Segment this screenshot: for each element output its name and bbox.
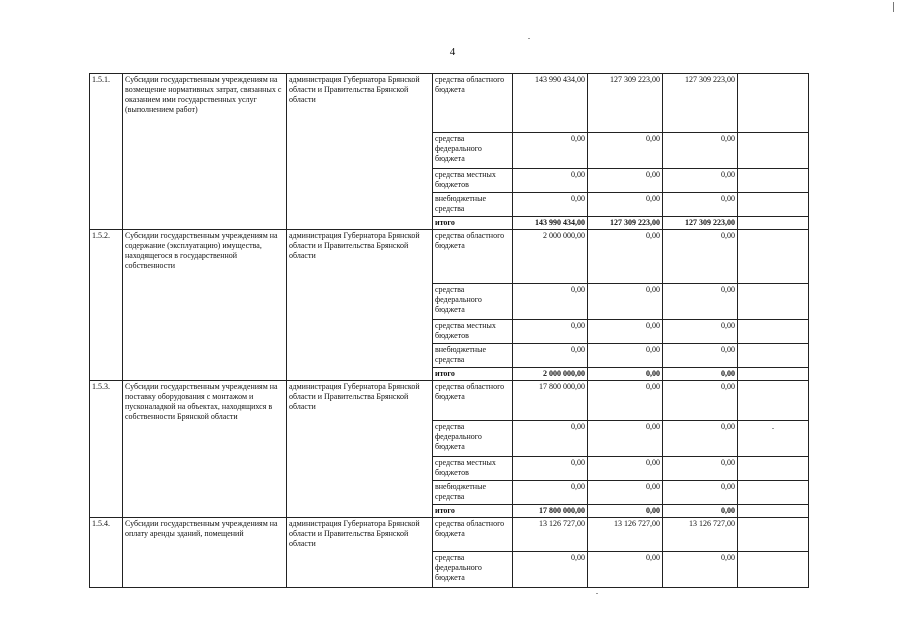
amount-year-2: 127 309 223,00 — [588, 74, 663, 133]
amount-year-1: 0,00 — [513, 169, 588, 193]
amount-year-2: 0,00 — [588, 320, 663, 344]
source-row — [90, 518, 809, 552]
funding-source-label: средства федерального бюджета — [433, 552, 513, 588]
source-row — [90, 381, 809, 421]
amount-year-3: 13 126 727,00 — [663, 518, 738, 552]
empty-cell — [738, 230, 809, 284]
amount-year-3: 0,00 — [663, 368, 738, 381]
amount-year-1: 143 990 434,00 — [513, 217, 588, 230]
amount-year-1: 0,00 — [513, 457, 588, 481]
amount-year-1: 0,00 — [513, 133, 588, 169]
empty-cell — [738, 133, 809, 169]
item-executor: администрация Губернатора Брянской области и Правительства Брянской области — [287, 230, 433, 381]
amount-year-3: 0,00 — [663, 230, 738, 284]
item-name: Субсидии государственным учреждениям на оплату аренды зданий, помещений — [123, 518, 287, 588]
amount-year-3: 127 309 223,00 — [663, 217, 738, 230]
item-name: Субсидии государственным учреждениям на возмещение нормативных затрат, связанных с оказанием ими государственных услуг (выполнением работ) — [123, 74, 287, 230]
amount-year-3: 0,00 — [663, 193, 738, 217]
empty-cell — [738, 368, 809, 381]
amount-year-1: 143 990 434,00 — [513, 74, 588, 133]
amount-year-2: 0,00 — [588, 381, 663, 421]
amount-year-3: 127 309 223,00 — [663, 74, 738, 133]
item-code: 1.5.1. — [90, 74, 123, 230]
funding-source-label: итого — [433, 368, 513, 381]
funding-source-label: итого — [433, 505, 513, 518]
empty-cell — [738, 320, 809, 344]
amount-year-3: 0,00 — [663, 133, 738, 169]
empty-cell — [738, 74, 809, 133]
amount-year-2: 0,00 — [588, 457, 663, 481]
source-row — [90, 230, 809, 284]
amount-year-2: 0,00 — [588, 368, 663, 381]
funding-source-label: внебюджетные средства — [433, 344, 513, 368]
item-name: Субсидии государственным учреждениям на поставку оборудования с монтажом и пусконаладкой на объектах, находящихся в собственности Брянской области — [123, 381, 287, 518]
scan-speck — [596, 593, 598, 594]
empty-cell — [738, 344, 809, 368]
amount-year-1: 0,00 — [513, 344, 588, 368]
funding-source-label: внебюджетные средства — [433, 481, 513, 505]
funding-source-label: средства областного бюджета — [433, 230, 513, 284]
funding-source-label: средства местных бюджетов — [433, 320, 513, 344]
page-number: 4 — [449, 46, 456, 58]
funding-source-label: средства областного бюджета — [433, 381, 513, 421]
amount-year-1: 13 126 727,00 — [513, 518, 588, 552]
amount-year-2: 0,00 — [588, 481, 663, 505]
empty-cell — [738, 193, 809, 217]
amount-year-3: 0,00 — [663, 552, 738, 588]
amount-year-3: 0,00 — [663, 457, 738, 481]
amount-year-2: 0,00 — [588, 552, 663, 588]
amount-year-1: 17 800 000,00 — [513, 505, 588, 518]
empty-cell — [738, 518, 809, 552]
amount-year-3: 0,00 — [663, 169, 738, 193]
amount-year-1: 0,00 — [513, 552, 588, 588]
funding-source-label: средства федерального бюджета — [433, 421, 513, 457]
funding-source-label: средства федерального бюджета — [433, 284, 513, 320]
amount-year-3: 0,00 — [663, 284, 738, 320]
amount-year-1: 17 800 000,00 — [513, 381, 588, 421]
scan-speck — [528, 38, 530, 39]
amount-year-2: 0,00 — [588, 344, 663, 368]
amount-year-2: 0,00 — [588, 505, 663, 518]
amount-year-1: 2 000 000,00 — [513, 368, 588, 381]
funding-source-label: средства местных бюджетов — [433, 169, 513, 193]
amount-year-2: 0,00 — [588, 421, 663, 457]
empty-cell — [738, 505, 809, 518]
funding-source-label: средства областного бюджета — [433, 74, 513, 133]
amount-year-3: 0,00 — [663, 320, 738, 344]
empty-cell — [738, 169, 809, 193]
amount-year-1: 0,00 — [513, 284, 588, 320]
empty-cell — [738, 457, 809, 481]
amount-year-2: 0,00 — [588, 169, 663, 193]
item-executor: администрация Губернатора Брянской области и Правительства Брянской области — [287, 74, 433, 230]
amount-year-2: 0,00 — [588, 230, 663, 284]
amount-year-3: 0,00 — [663, 421, 738, 457]
empty-cell — [738, 552, 809, 588]
budget-table — [89, 73, 809, 588]
amount-year-2: 13 126 727,00 — [588, 518, 663, 552]
funding-source-label: средства местных бюджетов — [433, 457, 513, 481]
amount-year-1: 0,00 — [513, 320, 588, 344]
amount-year-2: 0,00 — [588, 133, 663, 169]
item-code: 1.5.2. — [90, 230, 123, 381]
amount-year-2: 0,00 — [588, 284, 663, 320]
item-executor: администрация Губернатора Брянской области и Правительства Брянской области — [287, 381, 433, 518]
amount-year-1: 0,00 — [513, 421, 588, 457]
budget-table-body — [90, 74, 809, 588]
amount-year-2: 0,00 — [588, 193, 663, 217]
amount-year-1: 0,00 — [513, 481, 588, 505]
source-row — [90, 74, 809, 133]
item-executor: администрация Губернатора Брянской области и Правительства Брянской области — [287, 518, 433, 588]
funding-source-label: средства федерального бюджета — [433, 133, 513, 169]
empty-cell — [738, 284, 809, 320]
empty-cell — [738, 217, 809, 230]
amount-year-3: 0,00 — [663, 381, 738, 421]
amount-year-3: 0,00 — [663, 344, 738, 368]
funding-source-label: средства областного бюджета — [433, 518, 513, 552]
scan-edge-mark — [893, 2, 894, 12]
empty-cell — [738, 381, 809, 421]
item-code: 1.5.3. — [90, 381, 123, 518]
empty-cell — [738, 421, 809, 457]
item-code: 1.5.4. — [90, 518, 123, 588]
amount-year-3: 0,00 — [663, 481, 738, 505]
amount-year-3: 0,00 — [663, 505, 738, 518]
funding-source-label: внебюджетные средства — [433, 193, 513, 217]
item-name: Субсидии государственным учреждениям на содержание (эксплуатацию) имущества, находящегося в государственной собственности — [123, 230, 287, 381]
amount-year-1: 2 000 000,00 — [513, 230, 588, 284]
empty-cell — [738, 481, 809, 505]
funding-source-label: итого — [433, 217, 513, 230]
amount-year-2: 127 309 223,00 — [588, 217, 663, 230]
amount-year-1: 0,00 — [513, 193, 588, 217]
